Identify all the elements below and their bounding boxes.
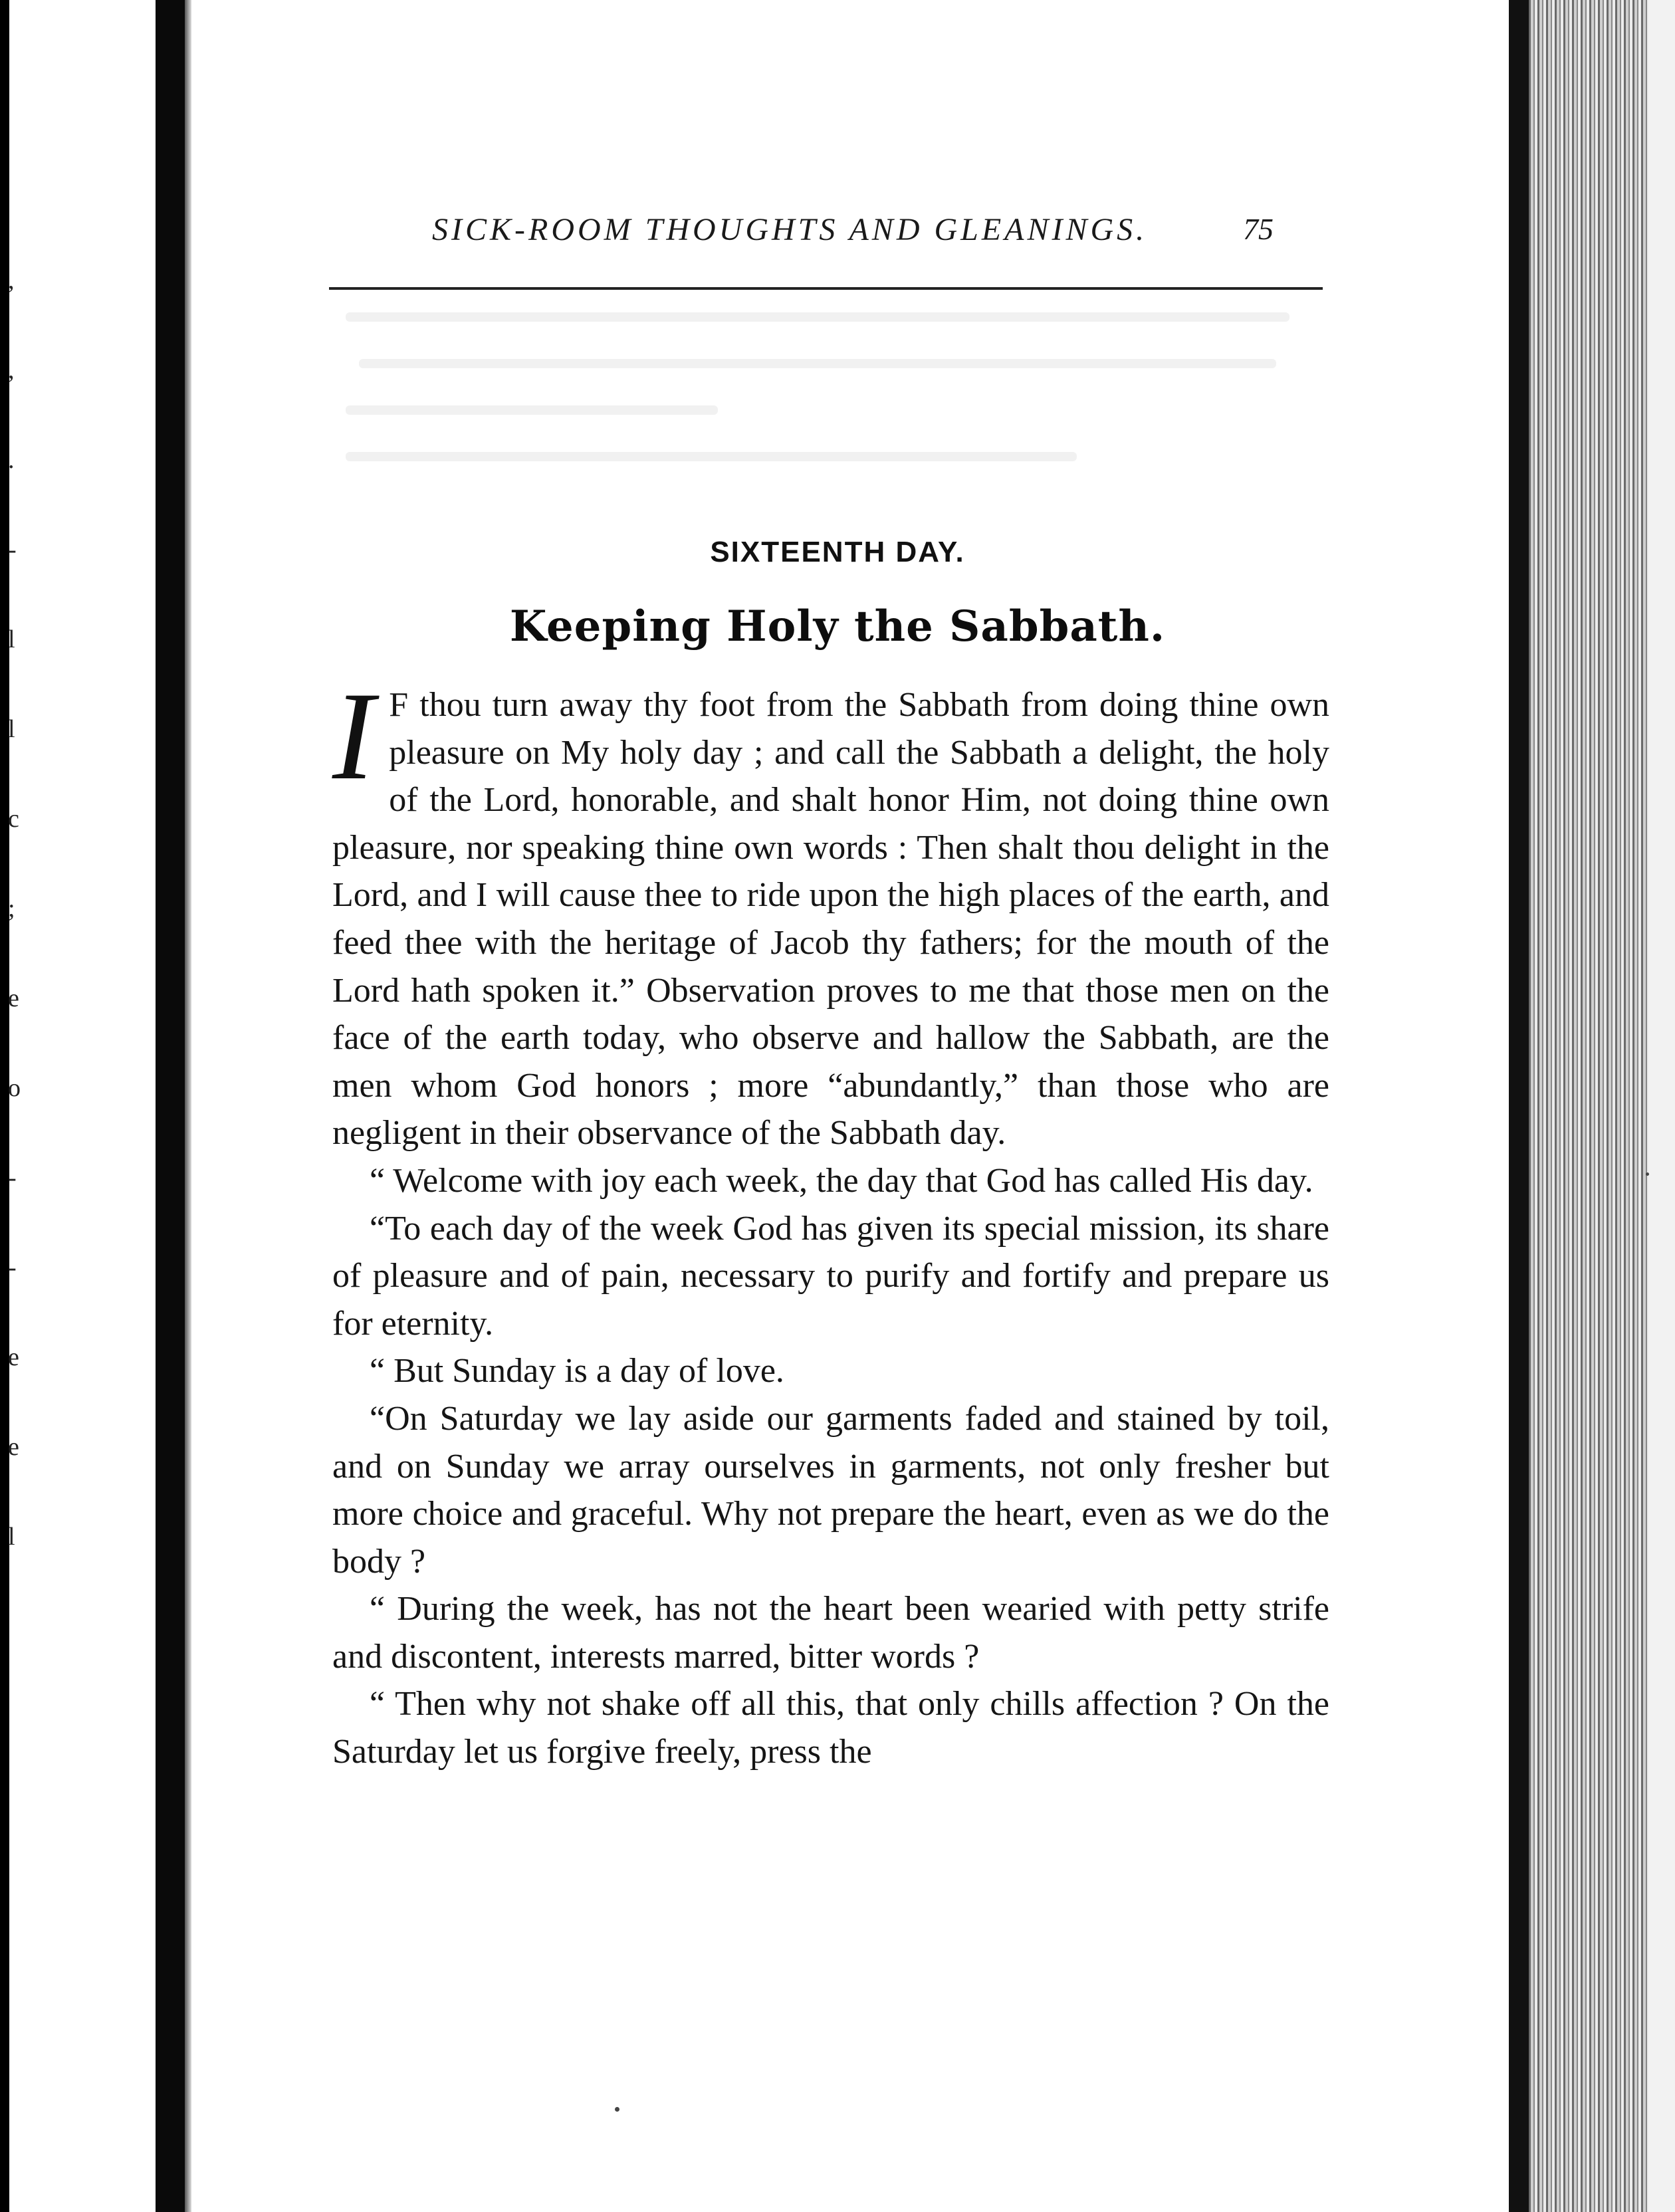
paragraph-3: “To each day of the week God has given its special mission, its share of pleasure and of pain, necessary to purify and fortify and prepare us for eternity.: [332, 1209, 1329, 1343]
margin-mark: .: [8, 446, 15, 474]
margin-mark: l: [8, 625, 15, 653]
body-text: [332, 667, 1329, 1776]
ink-speck: [1646, 1172, 1649, 1176]
margin-mark: ,: [8, 267, 15, 294]
gutter-shadow: [185, 0, 191, 2212]
paragraph-4: “ But Sunday is a day of love.: [370, 1352, 784, 1390]
paragraph-5: “On Saturday we lay aside our garments faded and stained by toil, and on Sunday we array ourselves in garments, not only fresher but more choice and graceful. Why not prepare the heart, even as we do the body ?: [332, 1399, 1329, 1581]
show-through-line: [346, 452, 1077, 461]
page-edge-shadow: [1509, 0, 1529, 2212]
margin-mark: e: [8, 984, 19, 1012]
margin-mark: ;: [8, 895, 15, 923]
show-through-line: [346, 312, 1289, 322]
margin-mark: l: [8, 1523, 15, 1551]
facing-page-edge: [9, 0, 156, 2212]
facing-page-margin-marks: [0, 266, 27, 1595]
running-head: [246, 211, 1323, 258]
paragraph-6: “ During the week, has not the heart been wearied with petty strife and discontent, interests marred, bitter words ?: [332, 1590, 1329, 1676]
ink-speck: [615, 2107, 619, 2112]
book-gutter: [156, 0, 185, 2212]
margin-mark: -: [8, 1164, 17, 1192]
drop-cap: I: [332, 667, 375, 806]
paragraph-2: “ Welcome with joy each week, the day that God has called His day.: [370, 1161, 1313, 1200]
paragraph-text: F thou turn away thy foot from the Sabbath from doing thine own pleasure on My holy day ; and call the Sabbath a delight, the holy of the Lord, honorable, and shalt honor Him, not doing thine own pleasure, nor speaking thine own words : Then shalt thou delight in the Lord, and I will cause thee to ride upon the high places of the earth, and feed thee with the heritage of Jacob thy fathers; for the mouth of the Lord hath spoken it.” Observation proves to me that those men on the face of the earth today, who observe and hallow the Sabbath, are the men whom God honors ; more “abundantly,” than those who are negligent in their observance of the Sabbath day.: [332, 686, 1329, 1153]
section-title: Keeping Holy the Sabbath.: [509, 602, 1166, 651]
margin-mark: o: [8, 1074, 21, 1102]
page-edge-leaves: [1529, 0, 1648, 2212]
margin-mark: -: [8, 536, 17, 564]
show-through-line: [359, 359, 1276, 368]
page-edge-stack: [1509, 0, 1675, 2212]
margin-mark: l: [8, 715, 15, 743]
page-edge-outer: [1648, 0, 1675, 2212]
paragraph-1: [332, 667, 1329, 1157]
page-number: 75: [1243, 212, 1274, 246]
margin-mark: -: [8, 1254, 17, 1281]
day-heading: SIXTEENTH DAY.: [710, 536, 965, 568]
paragraph-7: “ Then why not shake off all this, that only chills affection ? On the Saturday let us forgive freely, press the: [332, 1685, 1329, 1771]
margin-mark: e: [8, 1343, 19, 1371]
margin-mark: e: [8, 1433, 19, 1461]
show-through-line: [346, 405, 718, 415]
running-head-title: SICK-ROOM THOUGHTS AND GLEANINGS.: [432, 212, 1148, 247]
header-rule: [329, 287, 1323, 290]
margin-mark: ,: [8, 356, 15, 384]
margin-mark: c: [8, 805, 19, 833]
show-through-text: [346, 312, 1316, 498]
